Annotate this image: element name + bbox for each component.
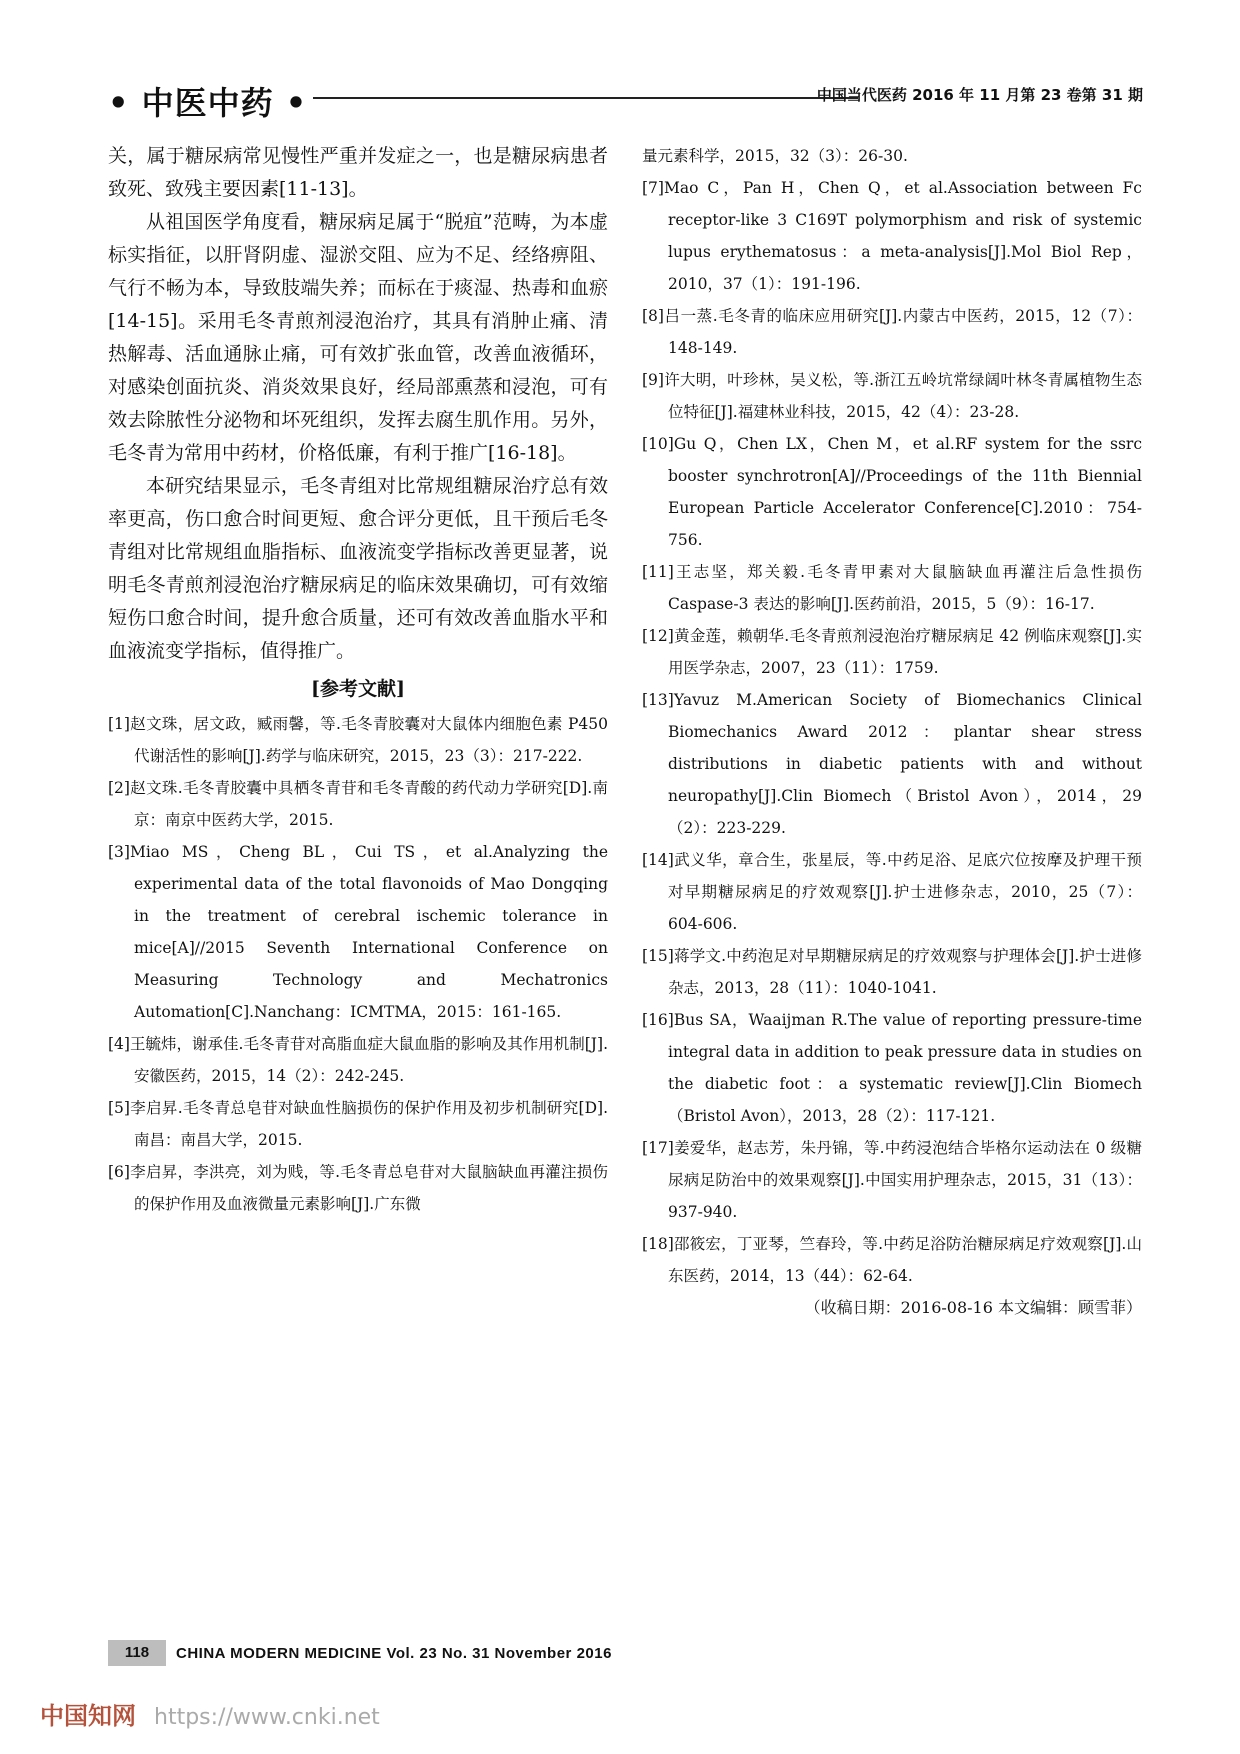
reference-item: [9]许大明，叶珍林，吴义松，等.浙江五岭坑常绿阔叶林冬青属植物生态位特征[J].福建林业科技，2015，42（4）：23-28. <box>642 371 1142 421</box>
reference-item: [2]赵文珠.毛冬青胶囊中具栖冬青苷和毛冬青酸的药代动力学研究[D].南京：南京中医药大学，2015. <box>108 779 608 829</box>
reference-item: [10]Gu Q，Chen LX，Chen M，et al.RF system for the ssrc booster synchrotron[A]//Proceedings of the 11th Biennial European Particle Accelerator Conference[C].2010：754-756. <box>642 435 1142 549</box>
reference-item: [7]Mao C，Pan H，Chen Q，et al.Association between Fc receptor-like 3 C169T polymorphism and risk of systemic lupus erythematosus：a meta-analysis[J].Mol Biol Rep，2010，37（1）：191-196. <box>642 179 1142 293</box>
reference-item: 量元素科学，2015，32（3）：26-30. <box>642 147 908 165</box>
running-head: 中国当代医药 2016 年 11 月第 23 卷第 31 期 <box>816 86 1143 104</box>
page-footer <box>108 1640 612 1668</box>
page-header <box>108 78 1143 122</box>
reference-item: [5]李启昇.毛冬青总皂苷对缺血性脑损伤的保护作用及初步机制研究[D].南昌：南昌大学，2015. <box>108 1099 608 1149</box>
references-heading: [参考文献] <box>311 678 405 700</box>
reference-item: [1]赵文珠，居文政，臧雨馨，等.毛冬青胶囊对大鼠体内细胞色素 P450 代谢活性的影响[J].药学与临床研究，2015，23（3）：217-222. <box>108 715 608 765</box>
reference-item: [13]Yavuz M.American Society of Biomechanics Clinical Biomechanics Award 2012：plantar shear stress distributions in diabetic patients with and without neuropathy[J].Clin Biomech（Bristol Avon），2014，29（2）：223-229. <box>642 691 1142 837</box>
cnki-logo: 中国知网 <box>40 1702 136 1730</box>
reference-item: [14]武义华，章合生，张星辰，等.中药足浴、足底穴位按摩及护理干预对早期糖尿病足的疗效观察[J].护士进修杂志，2010，25（7）：604-606. <box>642 851 1142 933</box>
left-column <box>108 140 608 1220</box>
right-column <box>642 140 1142 1324</box>
received-date-note: （收稿日期：2016-08-16 本文编辑：顾雪菲） <box>804 1298 1142 1317</box>
journal-name-english: CHINA MODERN MEDICINE Vol. 23 No. 31 November 2016 <box>176 1644 612 1662</box>
page-number: 118 <box>108 1640 166 1666</box>
body-paragraph: 关，属于糖尿病常见慢性严重并发症之一，也是糖尿病患者致死、致残主要因素[11-13]。 <box>108 145 608 200</box>
body-paragraph: 从祖国医学角度看，糖尿病足属于“脱疽”范畴，为本虚标实指征，以肝肾阴虚、湿淤交阻、应为不足、经络痹阻、气行不畅为本，导致肢端失养；而标在于痰湿、热毒和血瘀[14-15]。采用毛冬青煎剂浸泡治疗，其具有消肿止痛、清热解毒、活血通脉止痛，可有效扩张血管，改善血液循环，对感染创面抗炎、消炎效果良好，经局部熏蒸和浸泡，可有效去除脓性分泌物和坏死组织，发挥去腐生肌作用。另外，毛冬青为常用中药材，价格低廉，有利于推广[16-18]。 <box>108 211 608 464</box>
reference-item: [15]蒋学文.中药泡足对早期糖尿病足的疗效观察与护理体会[J].护士进修杂志，2013，28（11）：1040-1041. <box>642 947 1142 997</box>
section-title: • 中医中药 • <box>108 84 308 122</box>
reference-item: [12]黄金莲，赖朝华.毛冬青煎剂浸泡治疗糖尿病足 42 例临床观察[J].实用医学杂志，2007，23（11）：1759. <box>642 627 1142 677</box>
reference-item: [16]Bus SA，Waaijman R.The value of reporting pressure-time integral data in addition to peak pressure data in studies on the diabetic foot：a systematic review[J].Clin Biomech（Bristol Avon），2013，28（2）：117-121. <box>642 1011 1142 1125</box>
reference-item: [18]邵筱宏，丁亚琴，竺春玲，等.中药足浴防治糖尿病足疗效观察[J].山东医药，2014，13（44）：62-64. <box>642 1235 1142 1285</box>
cnki-watermark <box>40 1696 380 1731</box>
header-rule <box>313 97 858 99</box>
reference-item: [8]吕一蒸.毛冬青的临床应用研究[J].内蒙古中医药，2015，12（7）：148-149. <box>642 307 1142 357</box>
reference-item: [4]王毓炜，谢承佳.毛冬青苷对高脂血症大鼠血脂的影响及其作用机制[J].安徽医药，2015，14（2）：242-245. <box>108 1035 608 1085</box>
reference-item: [3]Miao MS，Cheng BL，Cui TS，et al.Analyzing the experimental data of the total flavonoids of Mao Dongqing in the treatment of cerebral ischemic tolerance in mice[A]//2015 Seventh International Conference on Measuring Technology and Mechatronics Automation[C].Nanchang：ICMTMA，2015：161-165. <box>108 843 608 1021</box>
reference-item: [6]李启昇，李洪亮，刘为贱，等.毛冬青总皂苷对大鼠脑缺血再灌注损伤的保护作用及血液微量元素影响[J].广东微 <box>108 1163 608 1213</box>
body-paragraph: 本研究结果显示，毛冬青组对比常规组糖尿治疗总有效率更高，伤口愈合时间更短、愈合评分更低，且干预后毛冬青组对比常规组血脂指标、血液流变学指标改善更显著，说明毛冬青煎剂浸泡治疗糖尿病足的临床效果确切，可有效缩短伤口愈合时间，提升愈合质量，还可有效改善血脂水平和血液流变学指标，值得推广。 <box>108 475 608 662</box>
reference-item: [11]王志坚，郑关毅.毛冬青甲素对大鼠脑缺血再灌注后急性损伤 Caspase-3 表达的影响[J].医药前沿，2015，5（9）：16-17. <box>642 563 1142 613</box>
reference-item: [17]姜爱华，赵志芳，朱丹锦，等.中药浸泡结合毕格尔运动法在 0 级糖尿病足防治中的效果观察[J].中国实用护理杂志，2015，31（13）：937-940. <box>642 1139 1142 1221</box>
cnki-url[interactable]: https://www.cnki.net <box>154 1705 380 1730</box>
